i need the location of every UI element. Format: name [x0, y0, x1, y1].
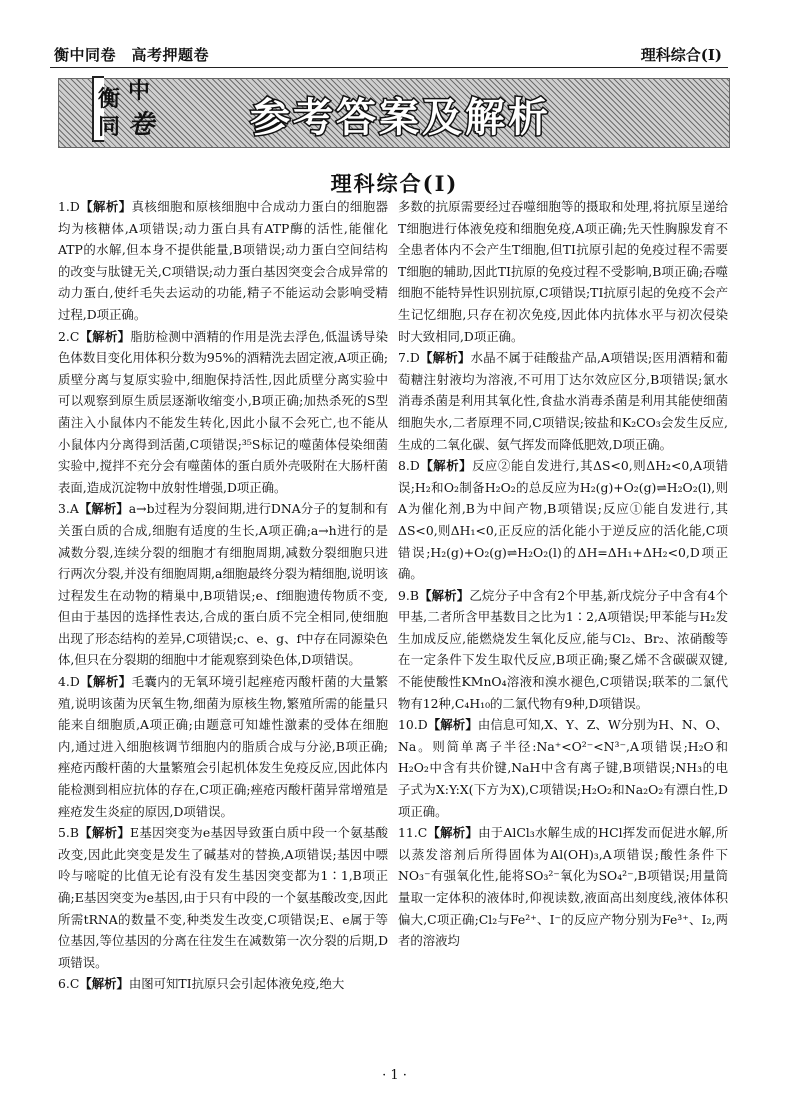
analysis-tag: 【解析】: [79, 199, 132, 214]
banner-title: 参考答案及解析: [250, 95, 551, 141]
answer-number: 9.B: [398, 587, 419, 603]
answer-item: [398, 455, 728, 585]
answer-number: 3.A: [58, 501, 79, 517]
answer-item: [58, 326, 388, 499]
answer-item: [398, 347, 728, 455]
answer-item: [398, 585, 728, 715]
header-series-title: 衡中同卷 高考押题卷: [54, 46, 210, 64]
analysis-tag: 【解析】: [79, 328, 131, 344]
logo-char-1: 衡: [98, 86, 121, 112]
analysis-tag: 【解析】: [418, 587, 470, 603]
analysis-tag: 【解析】: [427, 825, 479, 841]
answer-text: 毛囊内的无氧环境引起痤疮丙酸杆菌的大量繁殖,说明该菌为厌氧生物,细菌为原核生物,繁殖所需的能量只能来自细胞质,A项正确;由题意可知雄性激素的受体在细胞内,通过进入细胞核调节细胞内的脂质合成与分泌,B项正确;痤疮丙酸杆菌的大量繁殖会引起机体发生免疫反应,因此体内能检测到相应抗体的存在,C项正确;痤疮丙酸杆菌异常增殖是痤疮发生炎症的原因,D项错误。: [58, 674, 389, 819]
analysis-tag: 【解析】: [79, 976, 129, 992]
answer-text: 由图可知TI抗原只会引起体液免疫,绝大: [128, 976, 345, 992]
answer-text: 反应②能自发进行,其ΔS<0,则ΔH₂<0,A项错误;H₂和O₂制备H₂O₂的总反应为H₂(g)+O₂(g)⇌H₂O₂(l),则A为催化剂,B为中间产物,B项错误;反应①能自发进行,其ΔS<0,则ΔH₁<0,正反应的活化能小于逆反应的活化能,C项错误;H₂(g)+O₂(g)⇌H₂O₂(l)的ΔH=ΔH₁+ΔH₂<0,D项正确。: [398, 458, 729, 582]
answer-item: [58, 196, 388, 326]
answer-text: 由信息可知,X、Y、Z、W分别为H、N、O、Na。则简单离子半径:Na⁺<O²⁻<N³⁻,A项错误;H₂O和H₂O₂中含有共价键,NaH中含有离子键,B项错误;NH₃的电子式为X:Y:X(下方为X),C项错误;H₂O₂和Na₂O₂有漂白性,D项正确。: [398, 717, 729, 819]
answer-text: 真核细胞和原核细胞中合成动力蛋白的细胞器均为核糖体,A项错误;动力蛋白具有ATP酶的活性,能催化ATP的水解,但本身不提供能量,B项错误;动力蛋白空间结构的改变与肽键无关,C项错误;动力蛋白基因突变会合成异常的动力蛋白,使纤毛失去运动的功能,精子不能运动会影响受精过程,D项正确。: [58, 199, 389, 322]
analysis-tag: 【解析】: [79, 674, 132, 690]
answer-item: [58, 671, 388, 822]
analysis-tag: 【解析】: [78, 825, 131, 841]
answer-number: 10.D: [398, 717, 428, 733]
answer-text: E基因突变为e基因导致蛋白质中段一个氨基酸改变,因此此突变是发生了碱基对的替换,A项错误;基因中嘌呤与嘧啶的比值无论有没有发生基因突变都为1∶1,B项正确;E基因突变为e基因,由于只有中段的一个氨基酸改变,因此所需tRNA的数量不变,种类发生改变,C项错误;E、e属于等位基因,等位基因的分离在往发生在减数第一次分裂的后期,D项错误。: [58, 825, 388, 970]
answer-number: 4.D: [58, 674, 80, 690]
answer-item: [58, 822, 388, 973]
answer-number: 11.C: [398, 825, 428, 841]
answer-item-continued: [398, 196, 728, 347]
page-header: [50, 40, 728, 68]
section-title: 理科综合(Ⅰ): [330, 171, 459, 196]
analysis-tag: 【解析】: [427, 717, 478, 733]
answer-column-right: [398, 196, 728, 952]
answer-column-left: [58, 196, 388, 995]
analysis-tag: 【解析】: [78, 501, 129, 517]
logo-char-3: 同: [98, 114, 121, 140]
analysis-tag: 【解析】: [419, 350, 471, 366]
answer-text: 脂肪检测中酒精的作用是洗去浮色,低温诱导染色体数目变化用体积分数为95%的酒精洗去固定液,A项正确;质壁分离与复原实验中,细胞保持活性,因此质壁分离实验中可以观察到原生质层逐渐收缩变小,B项正确;加热杀死的S型菌注入小鼠体内不能发生转化,因此小鼠不会死亡,也不能从小鼠体内分离得到活菌,C项错误;³⁵S标记的噬菌体侵染细菌实验中,搅拌不充分会有噬菌体的蛋白质外壳吸附在大肠杆菌表面,造成沉淀物中放射性增强,D项正确。: [58, 328, 388, 495]
answer-text: 由于AlCl₃水解生成的HCl挥发而促进水解,所以蒸发溶剂后所得固体为Al(OH)₃,A项错误;酸性条件下NO₃⁻有强氧化性,能将SO₃²⁻氧化为SO₄²⁻,B项错误;用量筒量取一定体积的液体时,仰视读数,液面高出刻度线,液体体积偏大,C项正确;Cl₂与Fe²⁺、I⁻的反应产物分别为Fe³⁺、I₂,两者的溶液均: [398, 825, 729, 949]
answer-text: a→b过程为分裂间期,进行DNA分子的复制和有关蛋白质的合成,细胞有适度的生长,A项正确;a→h进行的是减数分裂,连续分裂的细胞才有细胞周期,减数分裂细胞只进行两次分裂,并没有细胞周期,a细胞最终分裂为精细胞,说明该过程发生在动物的精巢中,B项错误;e、f细胞遗传物质不变,但由于基因的选择性表达,合成的蛋白质不完全相同,使细胞出现了形态结构的差异,C项错误;c、e、g、f中存在同源染色体,但只在分裂期的细胞中才能观察到染色体,D项错误。: [58, 501, 389, 668]
answer-item: [58, 973, 388, 995]
header-subject: 理科综合(Ⅰ): [640, 46, 722, 64]
answer-number: 8.D: [398, 458, 420, 474]
answer-text: 多数的抗原需要经过吞噬细胞等的摄取和处理,将抗原呈递给T细胞进行体液免疫和细胞免疫,A项正确;先天性胸腺发育不全患者体内不会产生T细胞,但TI抗原引起的免疫过程不需要T细胞的辅助,因此TI抗原的免疫过程不受影响,B项正确;吞噬细胞不能特异性识别抗原,C项错误;TI抗原引起的免疫不会产生记忆细胞,只存在初次免疫,因此体内抗体水平与初次侵染时大致相同,D项正确。: [398, 199, 728, 344]
logo-char-4: 卷: [128, 110, 155, 140]
answer-number: 6.C: [58, 976, 80, 992]
header-divider: [50, 67, 728, 68]
answer-text: 乙烷分子中含有2个甲基,新戊烷分子中含有4个甲基,二者所含甲基数目之比为1∶2,A项错误;甲苯能与H₂发生加成反应,能燃烧发生氧化反应,能与Cl₂、Br₂、浓硝酸等在一定条件下发生取代反应,B项正确;聚乙烯不含碳碳双键,不能使酸性KMnO₄溶液和溴水褪色,C项错误;联苯的二氯代物有12种,C₄H₁₀的二氯代物有9种,D项错误。: [398, 587, 728, 711]
answer-number: 2.C: [58, 328, 80, 344]
page-number: · 1 ·: [382, 1068, 407, 1083]
answer-number: 7.D: [398, 350, 420, 366]
answer-item: [58, 498, 388, 671]
answer-item: [398, 822, 728, 952]
logo-char-2: 中: [128, 78, 151, 104]
answer-text: 水晶不属于硅酸盐产品,A项错误;医用酒精和葡萄糖注射液均为溶液,不可用丁达尔效应区分,B项错误;氯水消毒杀菌是利用其氧化性,食盐水消毒杀菌是利用其能使细菌细胞失水,二者原理不同,C项错误;铵盐和K₂CO₃会发生反应,生成的二氧化碳、氨气挥发而降低肥效,D项正确。: [398, 350, 729, 452]
answer-item: [398, 714, 728, 822]
answer-number: 1.D: [58, 199, 80, 214]
answer-number: 5.B: [58, 825, 79, 841]
analysis-tag: 【解析】: [419, 458, 473, 474]
brand-logo: [88, 72, 170, 146]
